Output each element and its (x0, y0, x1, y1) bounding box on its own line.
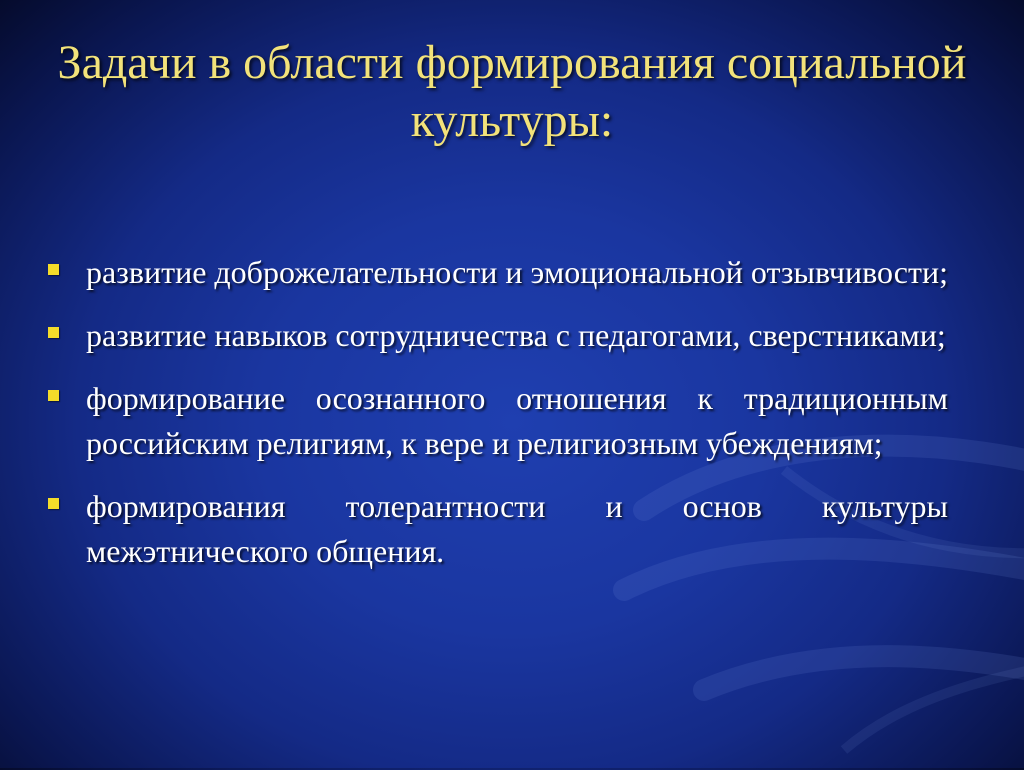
slide-title: Задачи в области формирования социальной культуры: (57, 36, 967, 147)
list-item-text: развитие навыков сотрудничества с педагогами, сверстниками; (86, 317, 946, 353)
list-item-text: развитие доброжелательности и эмоциональной отзывчивости; (86, 254, 948, 290)
list-item (44, 250, 948, 295)
list-item (44, 484, 948, 574)
list-item (44, 376, 948, 466)
bullet-list (44, 250, 948, 592)
square-bullet-icon (48, 327, 59, 338)
list-item-text: формирования толерантности и основ культуры межэтнического общения. (86, 488, 948, 569)
list-item-text: формирование осознанного отношения к традиционным российским религиям, к вере и религиозным убеждениям; (86, 380, 948, 461)
square-bullet-icon (48, 498, 59, 509)
square-bullet-icon (48, 264, 59, 275)
list-item (44, 313, 948, 358)
square-bullet-icon (48, 390, 59, 401)
